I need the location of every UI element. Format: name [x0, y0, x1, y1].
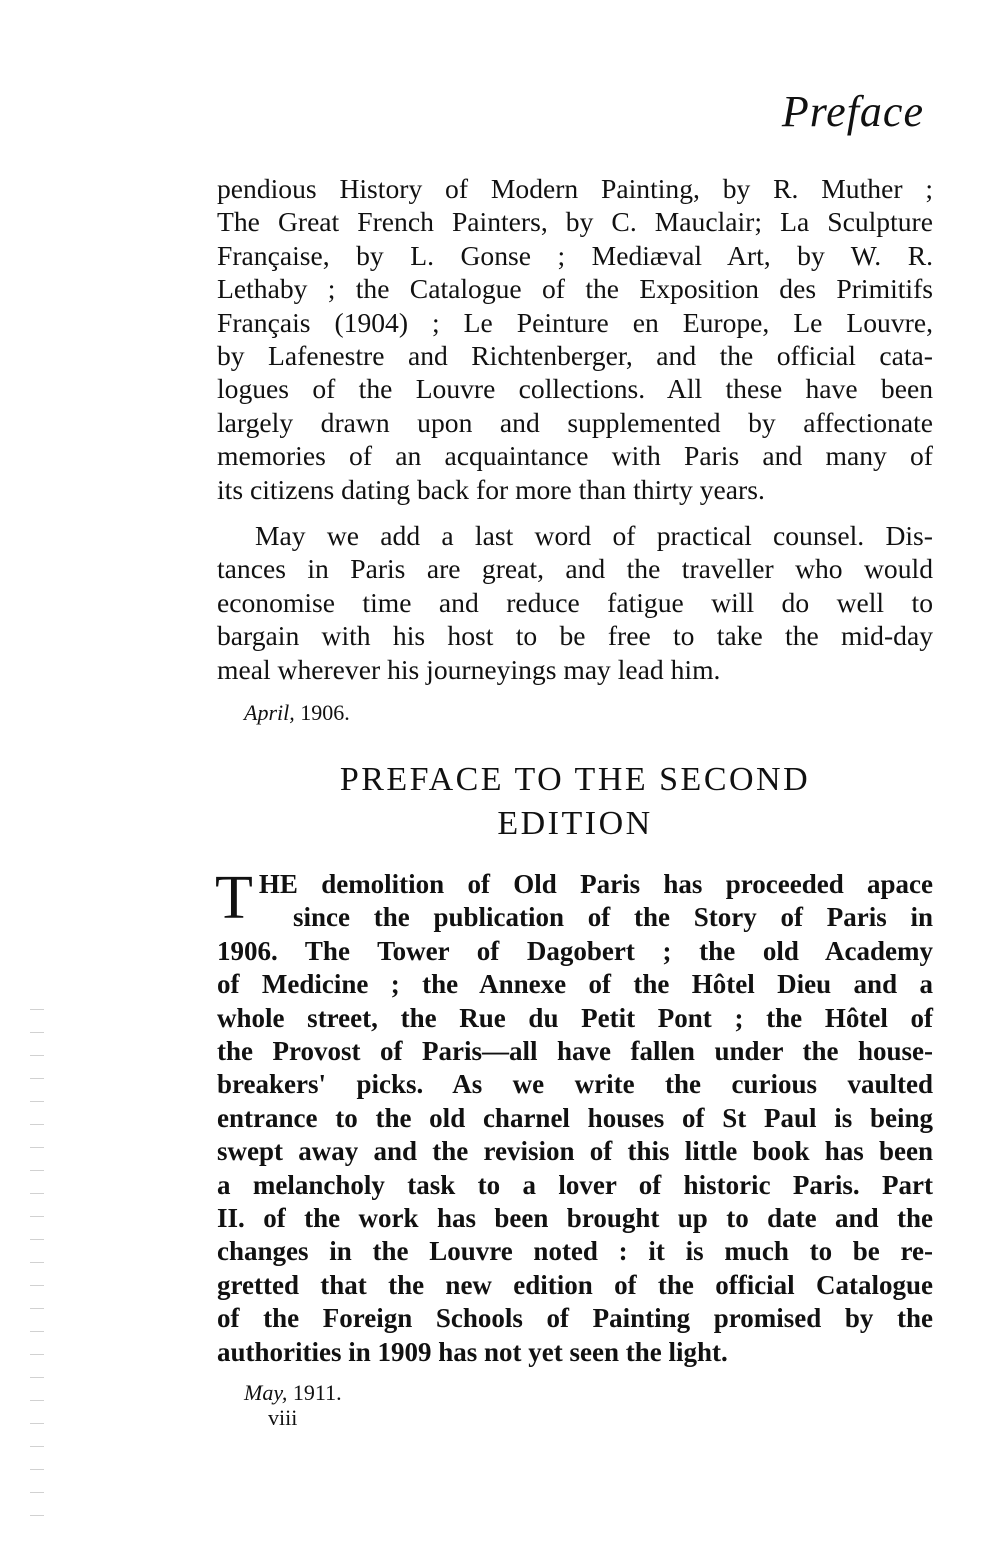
text-line: gretted that the new edition of the official Catalogue	[217, 1269, 933, 1300]
text-line: of Medicine ; the Annexe of the Hôtel Dieu and a	[217, 969, 933, 1000]
section-title-line-2: EDITION	[497, 805, 653, 842]
section-title-line-1: PREFACE TO THE SECOND	[339, 761, 811, 798]
text-line: authorities in 1909 has not yet seen the light.	[217, 1336, 728, 1367]
text-line: economise time and reduce fatigue will do well to	[217, 586, 933, 618]
text-line: Française, by L. Gonse ; Mediæval Art, by W. R.	[217, 239, 933, 271]
text-line: the Provost of Paris—all have fallen under the house-	[217, 1036, 933, 1067]
text-line: Français (1904) ; Le Peinture en Europe, Le Louvre,	[217, 306, 933, 338]
text-line: pendious History of Modern Painting, by R. Muther ;	[217, 173, 933, 204]
dateline-first-edition	[244, 700, 350, 726]
text-line: breakers' picks. As we write the curious vaulted	[217, 1069, 933, 1100]
text-line: of the Foreign Schools of Painting promised by the	[217, 1303, 933, 1334]
text-line: tances in Paris are great, and the traveller who would	[217, 553, 933, 585]
text-line: May we add a last word of practical counsel. Dis-	[255, 520, 933, 551]
text-line: entrance to the old charnel houses of St Paul is being	[217, 1102, 933, 1133]
text-line: a melancholy task to a lover of historic Paris. Part	[217, 1169, 933, 1200]
text-line: whole street, the Rue du Petit Pont ; the Hôtel of	[217, 1002, 933, 1033]
text-line: meal wherever his journeyings may lead him.	[217, 653, 721, 685]
text-line: changes in the Louvre noted : it is much to be re-	[217, 1236, 933, 1267]
text-line: bargain with his host to be free to take the mid-day	[217, 620, 933, 652]
text-line: by Lafenestre and Richtenberger, and the official cata-	[217, 340, 933, 372]
drop-cap: T	[215, 864, 253, 932]
date-year: 1906.	[300, 700, 350, 725]
text-line: II. of the work has been brought up to date and the	[217, 1203, 933, 1234]
date-month: April,	[244, 700, 295, 725]
scan-edge-specks	[30, 1000, 44, 1520]
date-month: May,	[244, 1380, 288, 1405]
text-line: its citizens dating back for more than thirty years.	[217, 473, 765, 505]
text-line: since the publication of the Story of Paris in	[293, 902, 933, 933]
preface-paragraph-2	[217, 519, 933, 686]
text-line: largely drawn upon and supplemented by affectionate	[217, 406, 933, 438]
text-line: 1906. The Tower of Dagobert ; the old Academy	[217, 935, 933, 966]
second-edition-paragraph	[215, 864, 933, 1369]
text-line: The Great French Painters, by C. Mauclair; La Sculpture	[217, 206, 933, 238]
text-line: swept away and the revision of this little book has been	[217, 1136, 933, 1167]
text-line: logues of the Louvre collections. All these have been	[217, 373, 933, 405]
page-number: viii	[268, 1405, 298, 1430]
date-year: 1911.	[292, 1380, 342, 1405]
section-title	[217, 758, 933, 846]
text-line: Lethaby ; the Catalogue of the Exposition des Primitifs	[217, 273, 933, 305]
preface-paragraph-1	[217, 172, 933, 506]
text-line: memories of an acquaintance with Paris and many of	[217, 440, 933, 472]
dateline-second-edition	[244, 1380, 342, 1406]
text-line: HE demolition of Old Paris has proceeded apace	[258, 869, 933, 899]
running-head: Preface	[781, 87, 924, 136]
